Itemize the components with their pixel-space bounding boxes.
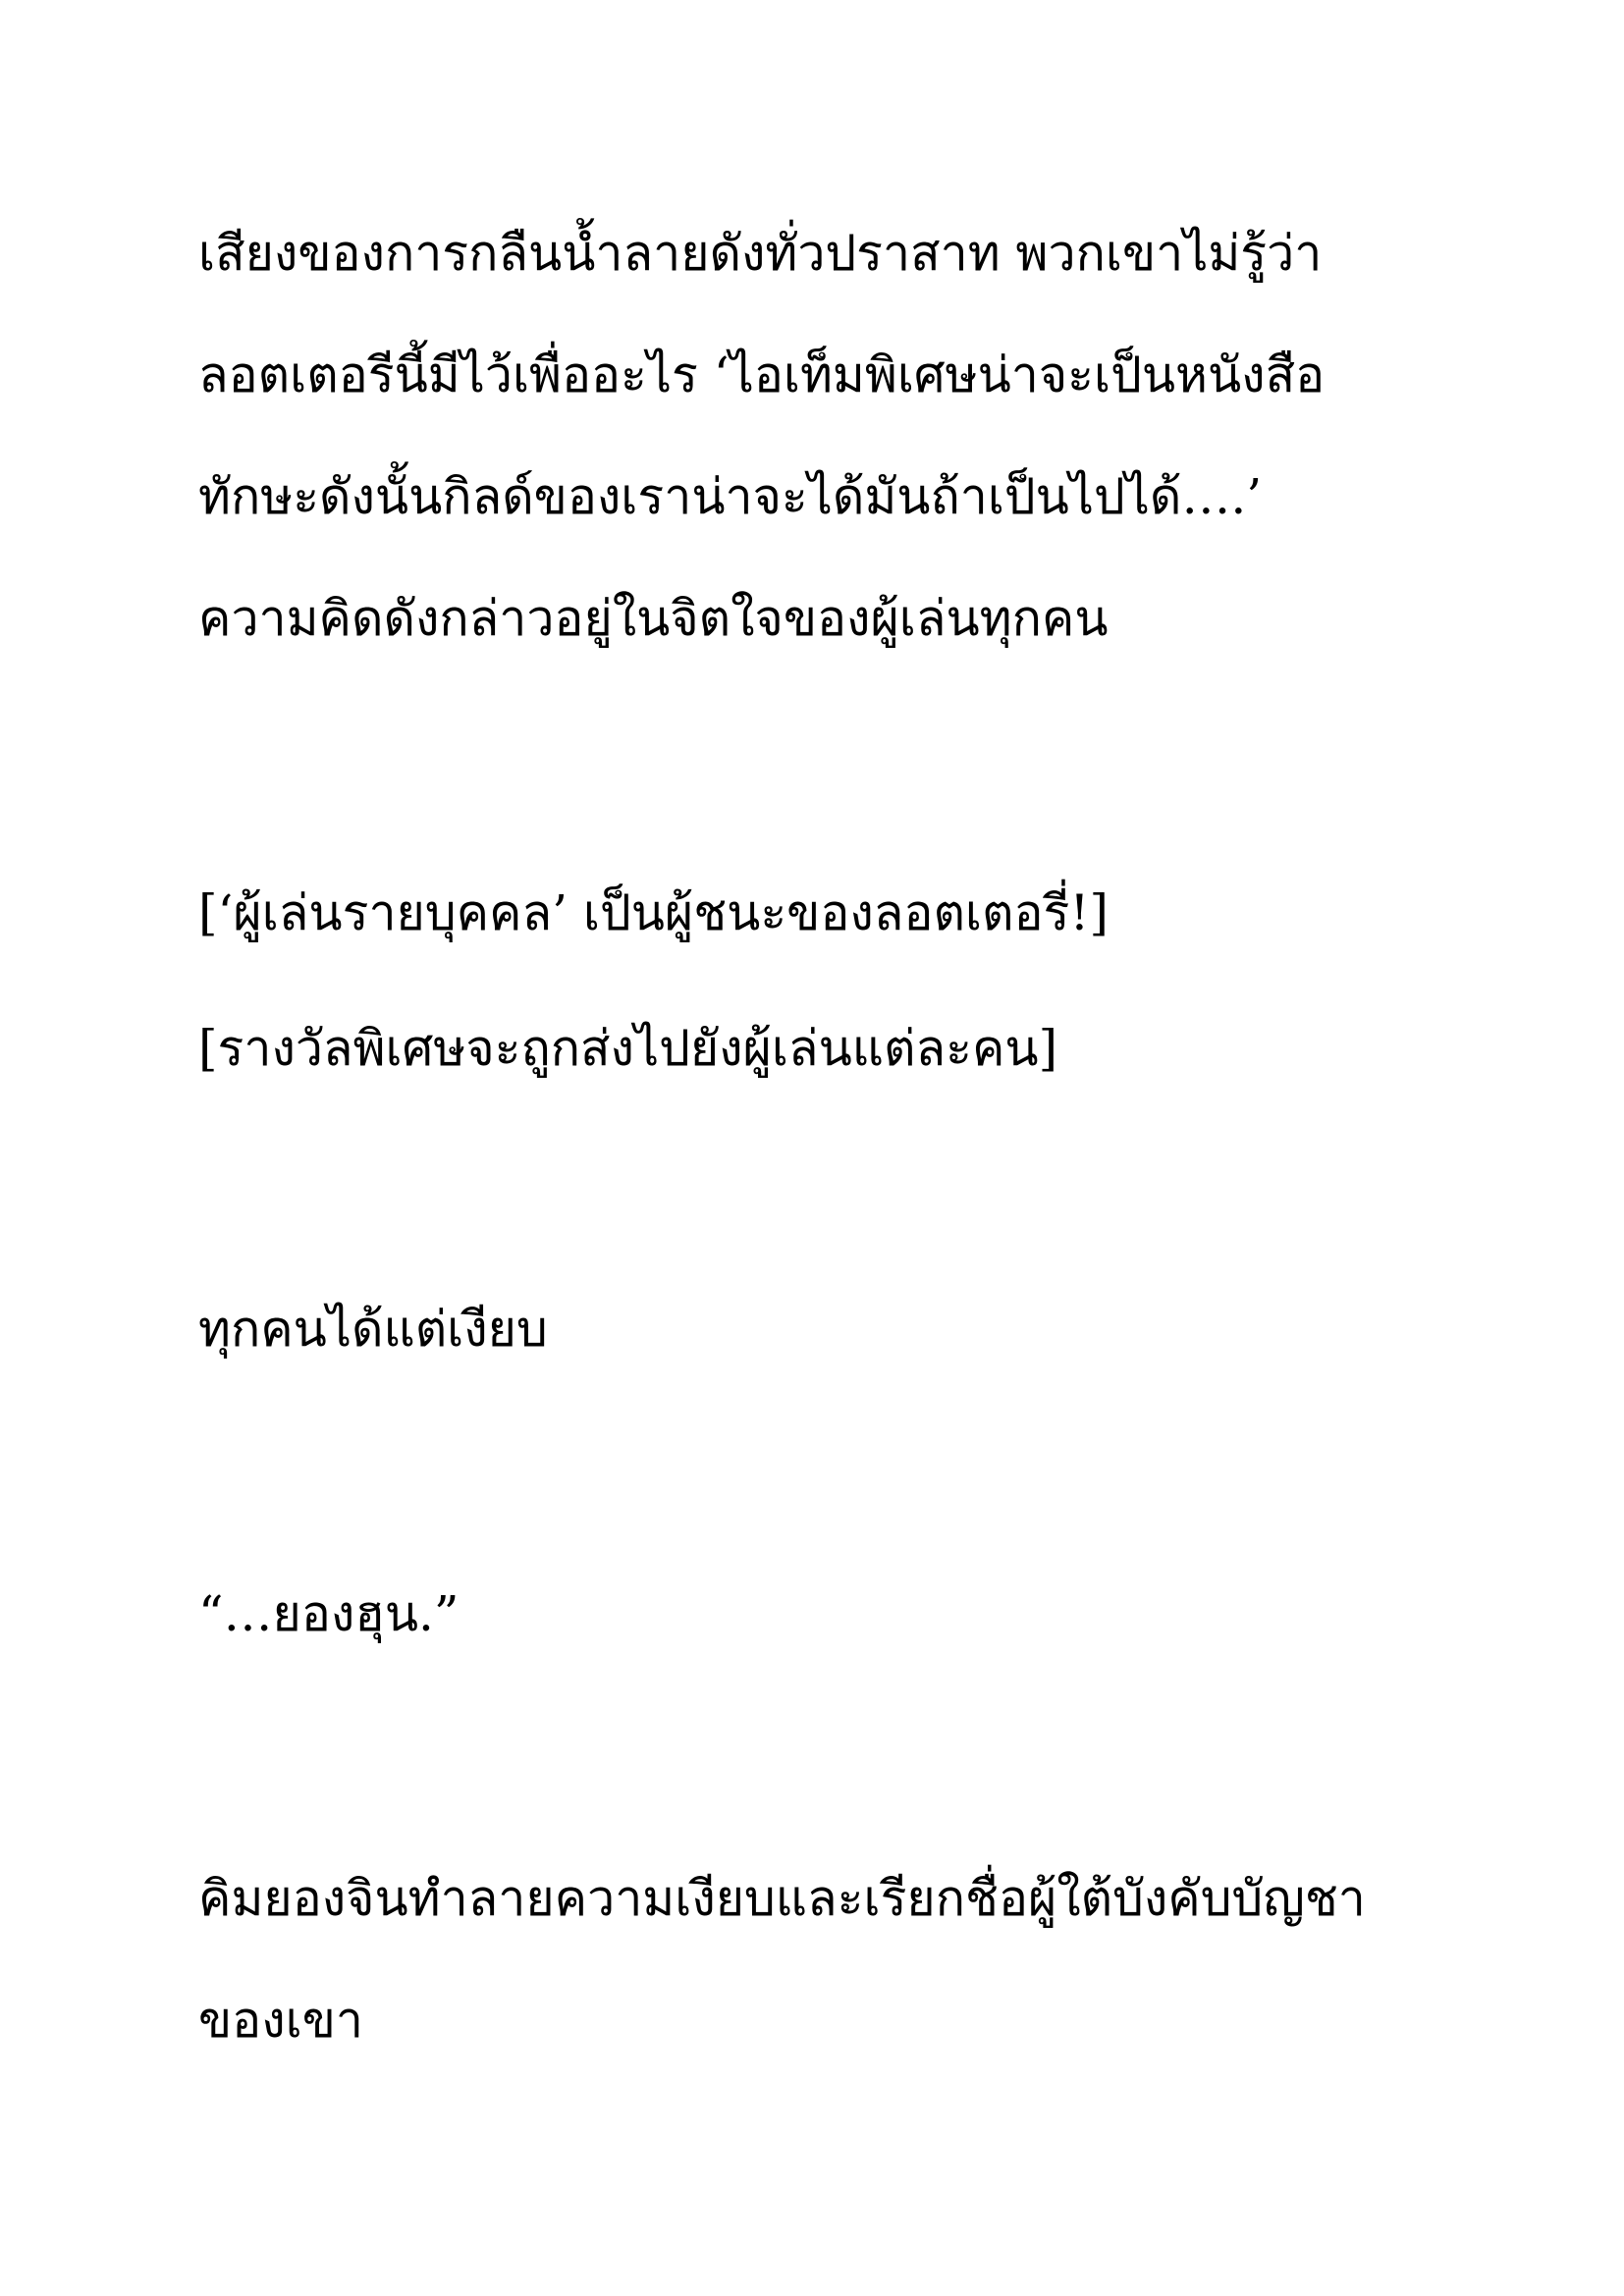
paragraph-line: ความคิดดังกล่าวอยู่ในจิตใจของผู้เล่นทุกคน	[198, 590, 1109, 647]
system-message-line: [รางวัลพิเศษจะถูกส่งไปยังผู้เล่นแต่ละคน]	[198, 1020, 1058, 1077]
paragraph-line: เสียงของการกลืนน้ำลายดังทั่วปราสาท พวกเขาไม่รู้ว่า	[198, 225, 1323, 282]
paragraph-line: ของเขา	[198, 1992, 363, 2049]
system-message-line: [‘ผู้เล่นรายบุคคล’ เป็นผู้ชนะของลอตเตอรี่!]	[198, 884, 1109, 941]
paragraph-line: ลอตเตอรีนี้มีไว้เพื่ออะไร ‘ไอเท็มพิเศษน่าจะเป็นหนังสือ	[198, 347, 1326, 403]
paragraph-line: ทุกคนได้แต่เงียบ	[198, 1301, 548, 1358]
paragraph-line: ทักษะดังนั้นกิลด์ของเราน่าจะได้มันถ้าเป็นไปได้….’	[198, 468, 1263, 525]
paragraph-line: คิมยองจินทำลายความเงียบและเรียกชื่อผู้ใต้บังคับบัญชา	[198, 1870, 1366, 1927]
dialogue-line: “…ยองฮุน.”	[198, 1585, 460, 1642]
